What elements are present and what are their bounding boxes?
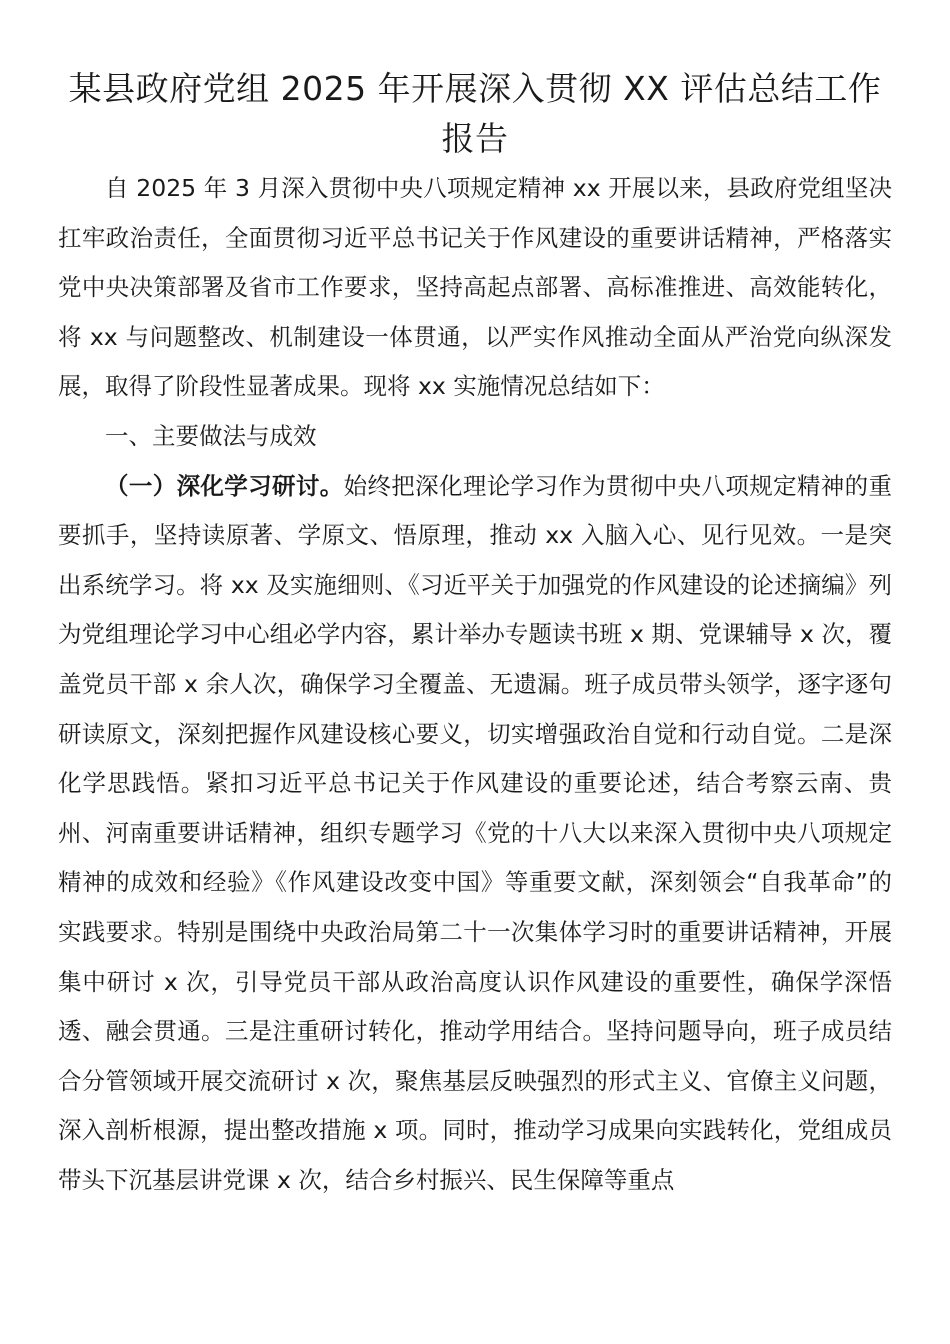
subsection-lead-1: （一）深化学习研讨。 [105, 471, 344, 500]
document-title [58, 64, 892, 164]
document-page [58, 64, 892, 1205]
title-line-2: 报告 [441, 119, 509, 158]
section-heading-1: 一、主要做法与成效 [105, 421, 317, 450]
subsection-paragraph-1 [58, 462, 892, 1206]
intro-paragraph: 自 2025 年 3 月深入贯彻中央八项规定精神 xx 开展以来，县政府党组坚决扛牢政治责任，全面贯彻习近平总书记关于作风建设的重要讲话精神，严格落实党中央决策部署及省市工作要求，坚持高起点部署、高标准推进、高效能转化，将 xx 与问题整改、机制建设一体贯通，以严实作风推动全面从严治党向纵深发展，取得了阶段性显著成果。现将 xx 实施情况总结如下： [58, 174, 892, 401]
subsection-body-1: 始终把深化理论学习作为贯彻中央八项规定精神的重要抓手，坚持读原著、学原文、悟原理，推动 xx 入脑入心、见行见效。一是突出系统学习。将 xx 及实施细则、《习近平关于加强党的作风建设的论述摘编》列为党组理论学习中心组必学内容，累计举办专题读书班 x 期、党课辅导 x 次，覆盖党员干部 x 余人次，确保学习全覆盖、无遗漏。班子成员带头领学，逐字逐句研读原文，深刻把握作风建设核心要义，切实增强政治自觉和行动自觉。二是深化学思践悟。紧扣习近平总书记关于作风建设的重要论述，结合考察云南、贵州、河南重要讲话精神，组织专题学习《党的十八大以来深入贯彻中央八项规定精神的成效和经验》《作风建设改变中国》等重要文献，深刻领会“自我革命”的实践要求。特别是围绕中央政治局第二十一次集体学习时的重要讲话精神，开展集中研讨 x 次，引导党员干部从政治高度认识作风建设的重要性，确保学深悟透、融会贯通。三是注重研讨转化，推动学用结合。坚持问题导向，班子成员结合分管领域开展交流研讨 x 次，聚焦基层反映强烈的形式主义、官僚主义问题，深入剖析根源，提出整改措施 x 项。同时，推动学习成果向实践转化，党组成员带头下沉基层讲党课 x 次，结合乡村振兴、民生保障等重点 [58, 471, 892, 1194]
title-line-1: 某县政府党组 2025 年开展深入贯彻 XX 评估总结工作 [68, 69, 882, 108]
